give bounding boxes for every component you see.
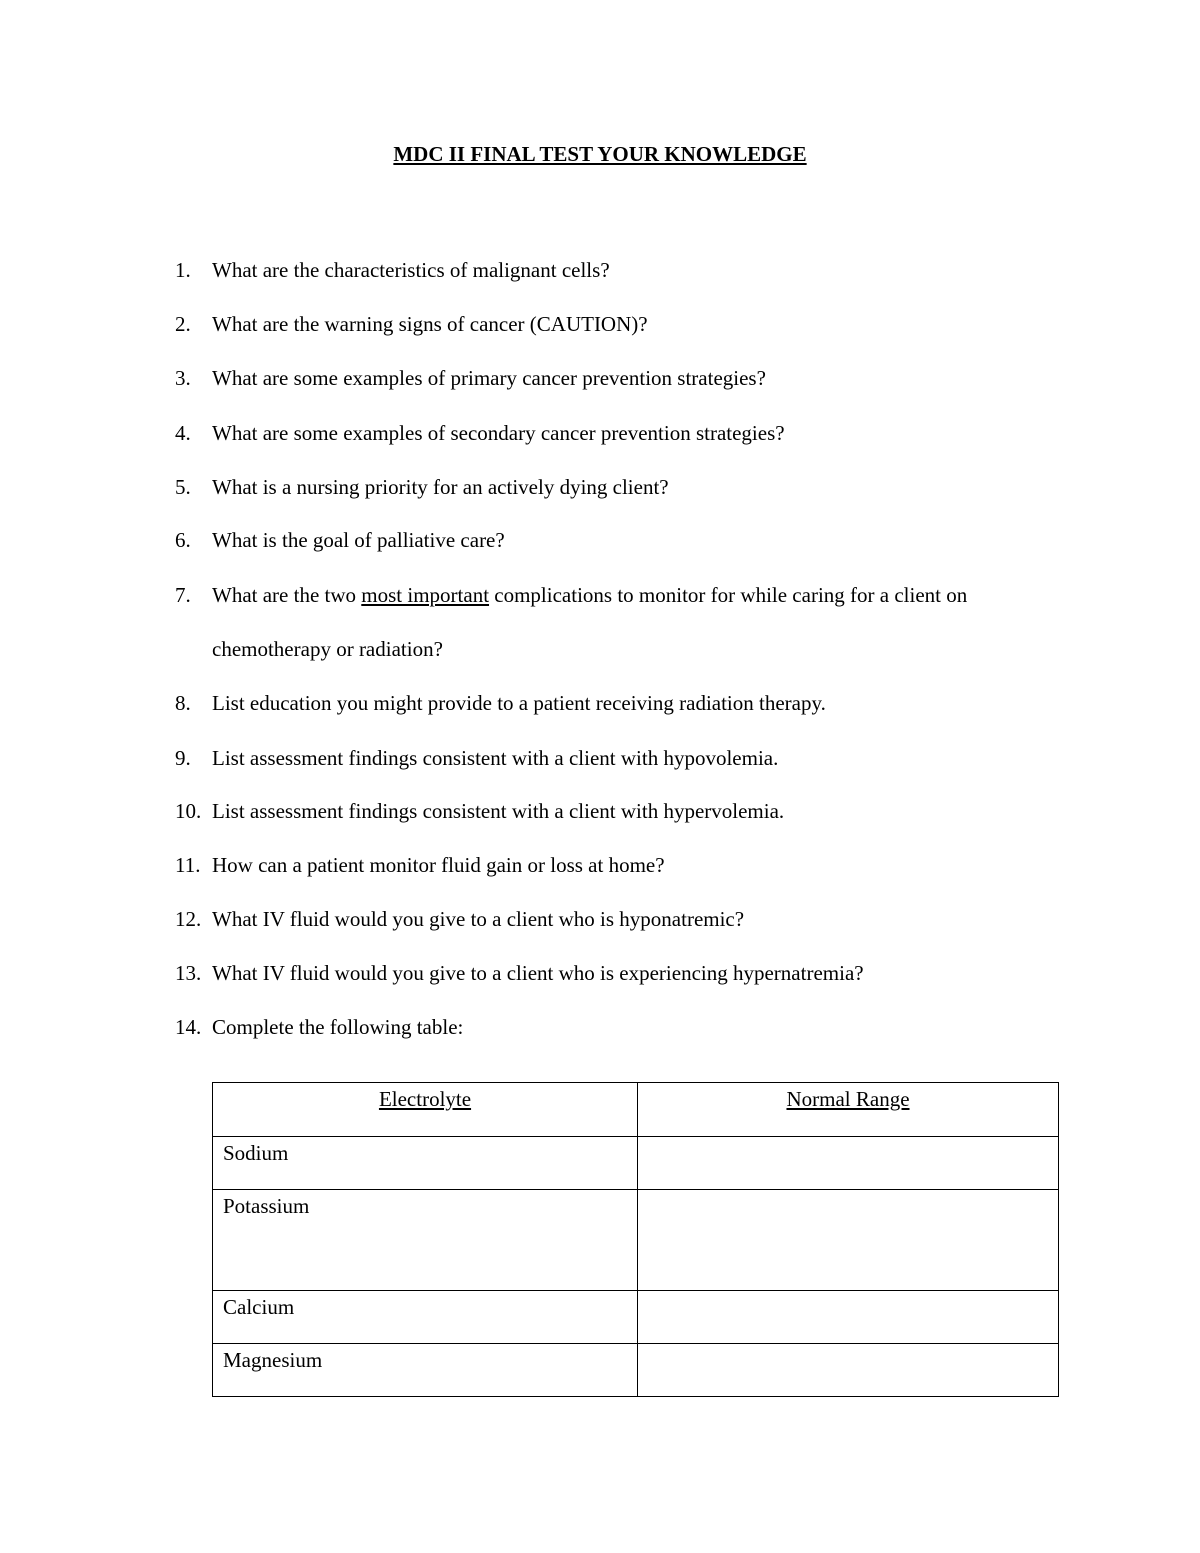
question-10	[175, 798, 784, 824]
question-1	[175, 257, 610, 283]
table-header-row	[213, 1083, 1059, 1137]
question-11	[175, 852, 665, 878]
question-text: What are the two	[212, 583, 362, 607]
question-14	[175, 1014, 463, 1040]
electrolyte-cell: Sodium	[213, 1137, 638, 1190]
question-number: 11.	[175, 853, 201, 877]
question-text: What is the goal of palliative care?	[212, 528, 505, 552]
question-number: 1.	[175, 258, 191, 282]
question-7	[175, 582, 967, 608]
table-row	[213, 1137, 1059, 1190]
question-text: What is a nursing priority for an actively dying client?	[212, 475, 669, 499]
question-text: What IV fluid would you give to a client who is hyponatremic?	[212, 907, 745, 931]
question-8	[175, 690, 826, 716]
electrolyte-table	[212, 1082, 1059, 1397]
question-number: 2.	[175, 312, 191, 336]
table-row	[213, 1344, 1059, 1397]
question-text: How can a patient monitor fluid gain or loss at home?	[212, 853, 665, 877]
question-5	[175, 474, 669, 500]
question-6	[175, 527, 505, 553]
question-number: 4.	[175, 421, 191, 445]
question-text: List education you might provide to a patient receiving radiation therapy.	[212, 691, 826, 715]
question-text-tail: complications to monitor for while caring for a client on	[489, 583, 968, 607]
question-text: What are the characteristics of malignant cells?	[212, 258, 610, 282]
question-text: List assessment findings consistent with a client with hypovolemia.	[212, 746, 779, 770]
emphasis-underlined: most important	[361, 583, 490, 607]
question-12	[175, 906, 744, 932]
range-cell[interactable]	[638, 1190, 1059, 1291]
question-text: What are some examples of primary cancer prevention strategies?	[212, 366, 766, 390]
question-number: 12.	[175, 907, 202, 931]
header-electrolyte: Electrolyte	[213, 1083, 638, 1137]
question-number: 8.	[175, 691, 191, 715]
table-row	[213, 1190, 1059, 1291]
question-3	[175, 365, 766, 391]
question-text-continued: chemotherapy or radiation?	[212, 637, 443, 661]
question-7-continued	[175, 636, 443, 662]
electrolyte-cell: Potassium	[213, 1190, 638, 1291]
question-13	[175, 960, 864, 986]
page-title: MDC II FINAL TEST YOUR KNOWLEDGE	[393, 142, 807, 166]
range-cell[interactable]	[638, 1137, 1059, 1190]
range-cell[interactable]	[638, 1344, 1059, 1397]
question-text: What IV fluid would you give to a client who is experiencing hypernatremia?	[212, 961, 864, 985]
question-4	[175, 420, 785, 446]
question-number: 6.	[175, 528, 191, 552]
electrolyte-cell: Magnesium	[213, 1344, 638, 1397]
table-row	[213, 1291, 1059, 1344]
question-number: 9.	[175, 746, 191, 770]
question-text: Complete the following table:	[212, 1015, 464, 1039]
question-text: What are the warning signs of cancer (CAUTION)?	[212, 312, 648, 336]
question-number: 3.	[175, 366, 191, 390]
question-number: 13.	[175, 961, 202, 985]
question-number: 10.	[175, 799, 202, 823]
header-normal-range: Normal Range	[638, 1083, 1059, 1137]
question-number: 5.	[175, 475, 191, 499]
range-cell[interactable]	[638, 1291, 1059, 1344]
question-text: List assessment findings consistent with a client with hypervolemia.	[212, 799, 785, 823]
question-2	[175, 311, 648, 337]
electrolyte-cell: Calcium	[213, 1291, 638, 1344]
question-text: What are some examples of secondary cancer prevention strategies?	[212, 421, 785, 445]
question-number: 7.	[175, 583, 191, 607]
question-number: 14.	[175, 1015, 202, 1039]
question-9	[175, 745, 778, 771]
